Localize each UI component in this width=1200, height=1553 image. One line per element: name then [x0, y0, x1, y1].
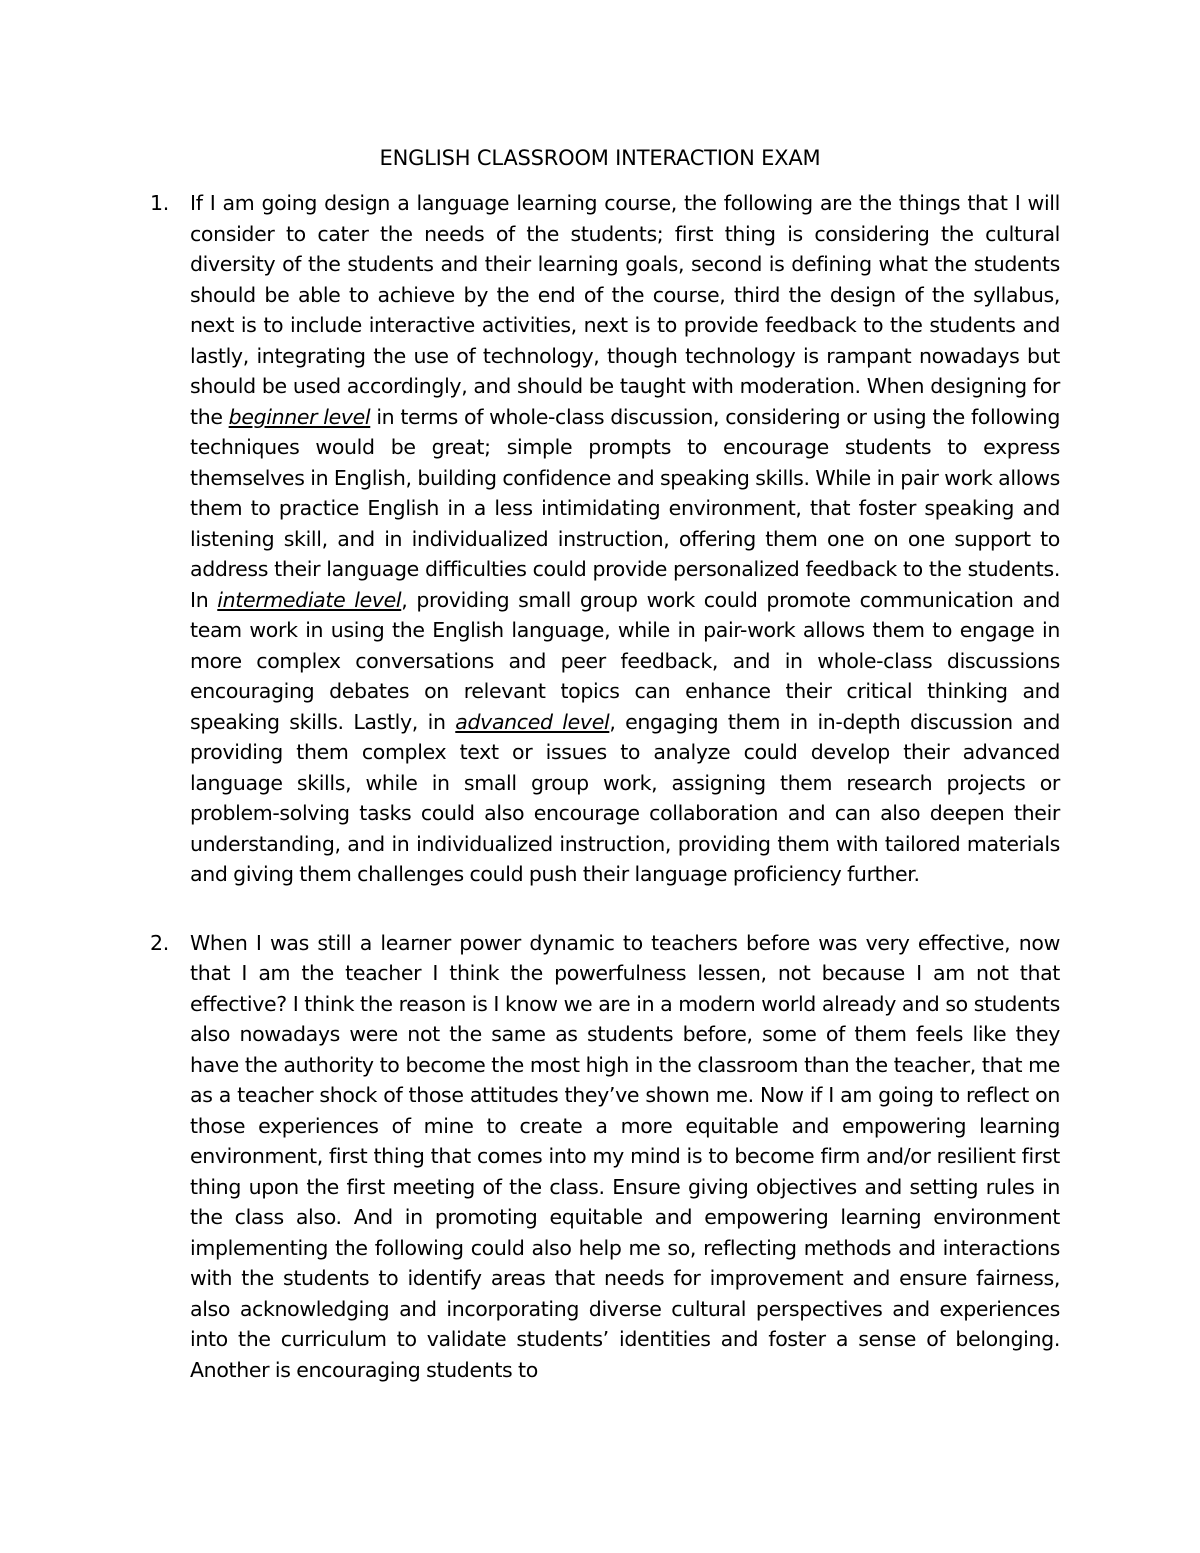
answer-text: , engaging them in in-depth discussion and providing them complex text or issues to analyze could develop their advanced language skills, while in small group work, assigning them research projects or problem-solving tasks could also encourage collaboration and can also deepen their understanding, and in individualized instruction, providing them with tailored materials and giving them challenges could push their language proficiency further. [190, 709, 1060, 886]
answer-text: , providing small group work could promote communication and team work in using the English language, while in pair-work allows them to engage in more complex conversations and peer feedback, and in whole-class discussions encouraging debates on relevant topics can enhance their critical thinking and speaking skills. Lastly, in [190, 587, 1060, 734]
emphasis-advanced-level: advanced level [455, 709, 610, 734]
answer-item-2 [150, 928, 1060, 1386]
answer-text: When I was still a learner power dynamic to teachers before was very effective, now that I am the teacher I think the powerfulness lessen, not because I am not that effective? I think the reason is I know we are in a modern world already and so students also nowadays were not the same as students before, some of them feels like they have the authority to become the most high in the classroom than the teacher, that me as a teacher shock of those attitudes they’ve shown me. Now if I am going to reflect on those experiences of mine to create a more equitable and empowering learning environment, first thing that comes into my mind is to become firm and/or resilient first thing upon the first meeting of the class. Ensure giving objectives and setting rules in the class also. And in promoting equitable and empowering learning environment implementing the following could also help me so, reflecting methods and interactions with the students to identify areas that needs for improvement and ensure fairness, also acknowledging and incorporating diverse cultural perspectives and experiences into the curriculum to validate students’ identities and foster a sense of belonging. Another is encouraging students to [190, 930, 1060, 1382]
item-number: 1. [150, 191, 169, 215]
answer-text: If I am going design a language learning course, the following are the things that I will consider to cater the needs of the students; first thing is considering the cultural diversity of the students and their learning goals, second is defining what the students should be able to achieve by the end of the course, third the design of the syllabus, next is to include interactive activities, next is to provide feedback to the students and lastly, integrating the use of technology, though technology is rampant nowadays but should be used accordingly, and should be taught with moderation. When designing for the [190, 191, 1060, 429]
item-number: 2. [150, 930, 169, 955]
document-title: ENGLISH CLASSROOM INTERACTION EXAM [379, 146, 821, 170]
emphasis-intermediate-level: intermediate level [217, 587, 402, 612]
answer-list [150, 188, 1060, 1385]
emphasis-beginner-level: beginner level [228, 404, 371, 429]
answer-item-1 [150, 188, 1060, 890]
answer-text: in terms of whole-class discussion, considering or using the following techniques would be great; simple prompts to encourage students to express themselves in English, building confidence and speaking skills. While in pair work allows them to practice English in a less intimidating environment, that foster speaking and listening skill, and in individualized instruction, offering them one on one support to address their language difficulties could provide personalized feedback to the students. In [190, 404, 1060, 612]
